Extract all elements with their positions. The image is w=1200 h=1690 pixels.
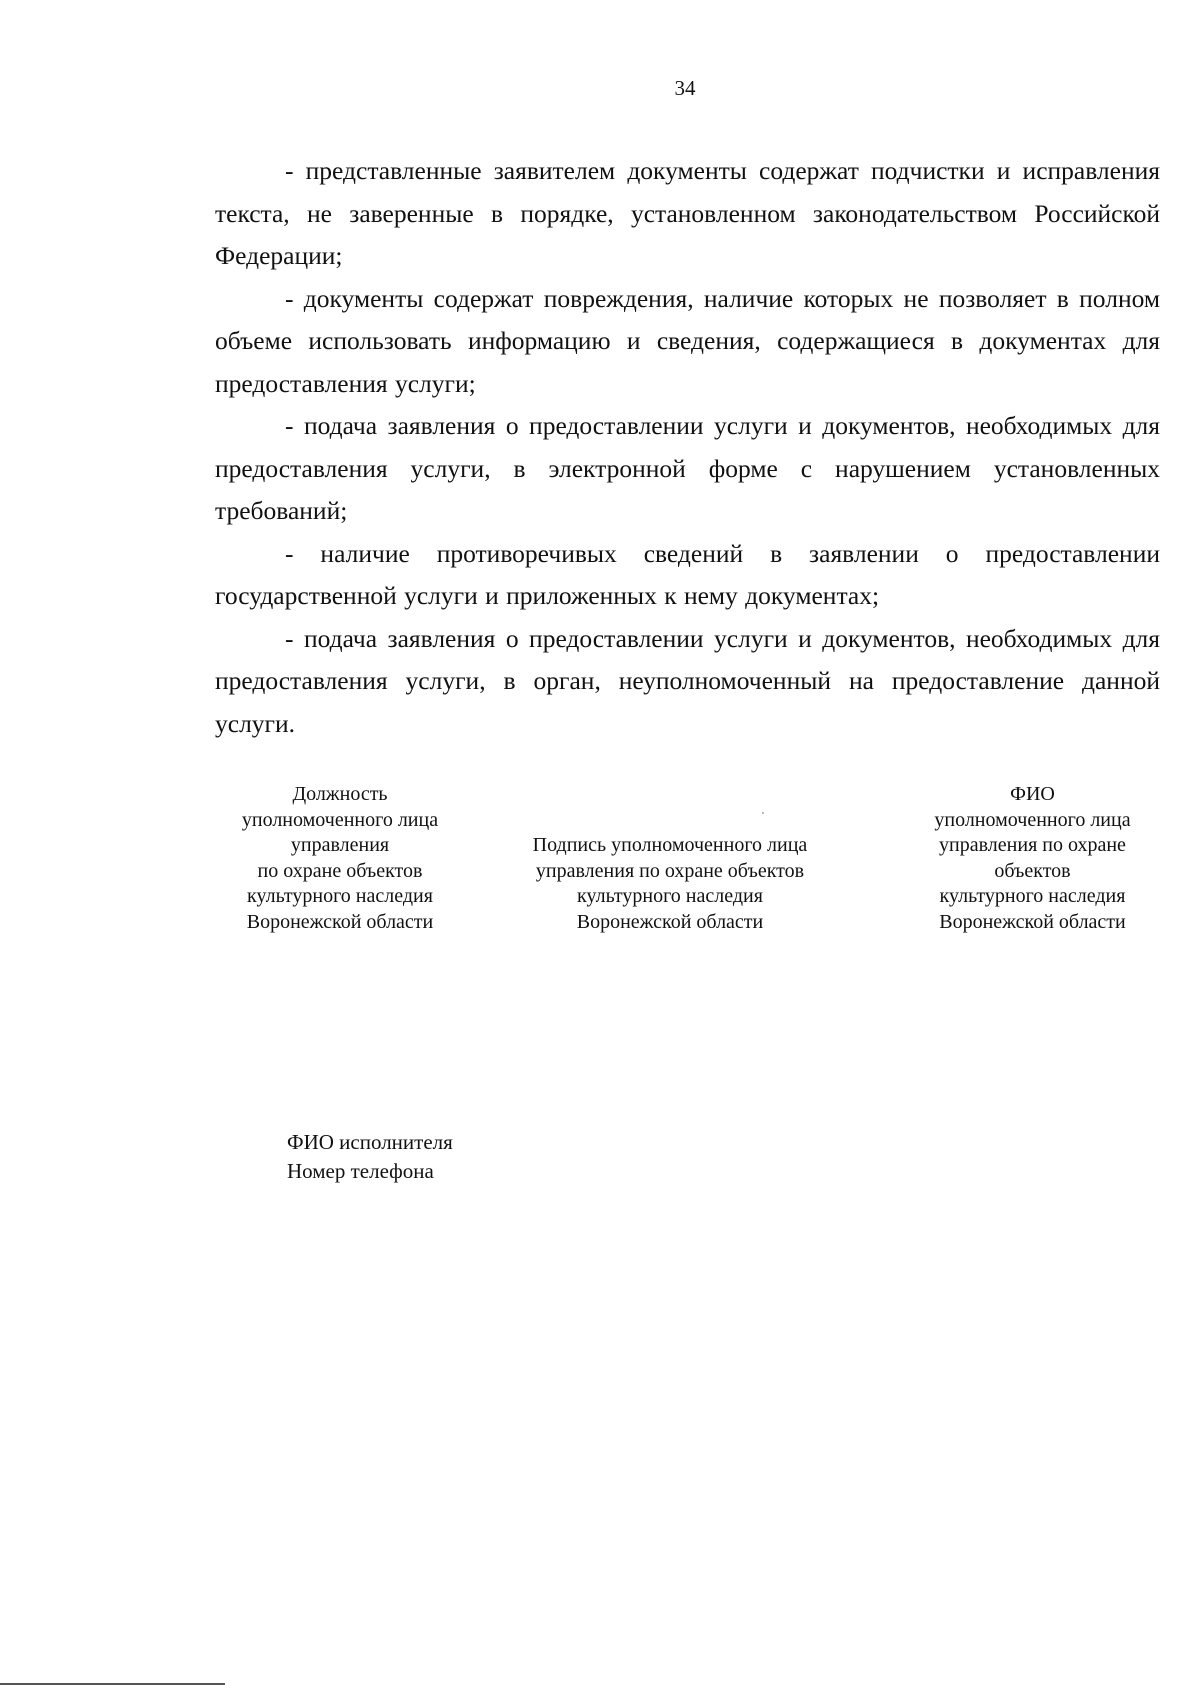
position-line: управления <box>290 834 390 856</box>
list-item: - документы содержат повреждения, наличие которых не позволяет в полном объеме использовать информацию и сведения, содержащиеся в документах для предоставления услуги; <box>215 283 1160 398</box>
signature-line: Воронежской области <box>576 910 764 933</box>
list-item: - представленные заявителем документы содержат подчистки и исправления текста, не заверенные в порядке, установленном законодательством Российской Федерации; <box>215 156 1160 270</box>
signature-line: культурного наследия <box>577 885 763 907</box>
position-line: Должность <box>292 783 388 805</box>
position-column <box>215 782 465 935</box>
full-name-line: уполномоченного лица <box>934 808 1131 831</box>
full-name-column <box>905 782 1160 935</box>
full-name-line: культурного наследия <box>939 885 1126 907</box>
full-name-line: ФИО <box>1010 783 1055 805</box>
position-line: Воронежской области <box>246 910 434 933</box>
scan-speck <box>762 812 764 814</box>
signature-line: Подпись уполномоченного лица <box>532 834 808 856</box>
page-number: 34 <box>674 76 696 100</box>
list-item: - подача заявления о предоставлении услуги и документов, необходимых для предоставления услуги, в электронной форме с нарушением установленных требований; <box>215 411 1160 525</box>
full-name-line: объектов <box>994 859 1071 882</box>
position-line: по охране объектов <box>257 859 423 882</box>
performer-info <box>287 1128 453 1186</box>
full-name-line: управления по охране <box>939 834 1126 856</box>
document-body <box>215 150 1160 745</box>
performer-name-label: ФИО исполнителя <box>287 1130 453 1154</box>
list-item: - наличие противоречивых сведений в заявлении о предоставлении государственной услуги и приложенных к нему документах; <box>215 538 1160 610</box>
signature-line: управления по охране объектов <box>535 859 805 882</box>
position-line: культурного наследия <box>247 885 433 907</box>
footer-rule <box>0 1683 225 1685</box>
position-line: уполномоченного лица <box>241 808 439 831</box>
performer-phone-label: Номер телефона <box>287 1159 434 1183</box>
full-name-line: Воронежской области <box>939 910 1126 933</box>
signature-block <box>215 782 1160 942</box>
list-item: - подача заявления о предоставлении услуги и документов, необходимых для предоставления услуги, в орган, неуполномоченный на предоставление данной услуги. <box>215 623 1160 738</box>
signature-column <box>515 833 825 935</box>
